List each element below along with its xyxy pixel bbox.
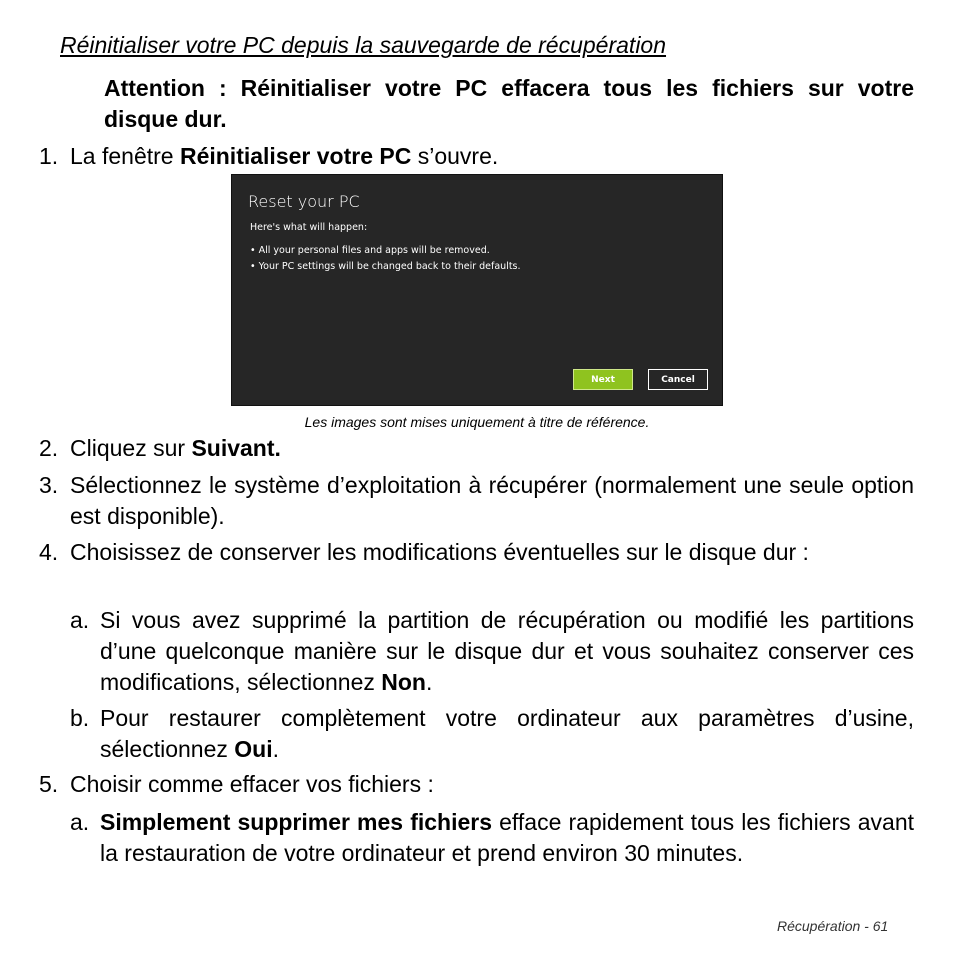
reset-bullet: • Your PC settings will be changed back to their defaults. [250, 261, 521, 272]
step-number: 3. [39, 472, 59, 498]
step-1-text [70, 141, 914, 172]
step-5a-text [100, 807, 914, 869]
step-text: Pour restaurer complètement votre ordinateur aux paramètres d’usine, sélectionnez [100, 705, 914, 762]
step-text: efface rapidement tous les fichiers avant la restauration de votre ordinateur et prend environ 30 minutes. [100, 809, 915, 866]
next-button[interactable]: Next [573, 369, 633, 390]
step-4-text: Choisissez de conserver les modifications éventuelles sur le disque dur : [70, 539, 809, 565]
substep-letter: a. [70, 809, 90, 835]
step-number: 1. [39, 143, 59, 169]
step-4b-text [100, 703, 914, 765]
step-number: 2. [39, 435, 59, 461]
cancel-button[interactable]: Cancel [648, 369, 708, 390]
reset-pc-screenshot [231, 174, 723, 406]
reset-bullet: • All your personal files and apps will be removed. [250, 245, 490, 256]
window-name: Réinitialiser votre PC [179, 143, 412, 169]
section-heading: Réinitialiser votre PC depuis la sauvegarde de récupération [60, 32, 667, 58]
option-name: Simplement supprimer mes fichiers [100, 809, 493, 835]
substep-letter: b. [70, 705, 90, 731]
page-footer: Récupération - 61 [777, 918, 889, 934]
step-text: La fenêtre [70, 143, 180, 169]
substep-letter: a. [70, 607, 90, 633]
step-text: . [425, 669, 433, 695]
step-2-text [70, 433, 914, 464]
option-non: Non [381, 669, 426, 695]
step-bold: Suivant. [191, 435, 281, 461]
reset-title: Reset your PC [248, 192, 360, 211]
reset-intro: Here's what will happen: [250, 222, 368, 233]
step-text: Si vous avez supprimé la partition de récupération ou modifié les partitions d’une quelconque manière sur le disque dur et vous souhaitez conserver ces modifications, sélectionnez [100, 607, 914, 695]
step-text: . [272, 736, 279, 762]
step-4a-text [100, 605, 914, 698]
step-text: s’ouvre. [411, 143, 499, 169]
warning-note: Attention : Réinitialiser votre PC effacera tous les fichiers sur votre disque dur. [104, 75, 914, 132]
step-text: Cliquez sur [70, 435, 192, 461]
step-number: 5. [39, 771, 59, 797]
option-oui: Oui [234, 736, 273, 762]
step-number: 4. [39, 539, 59, 565]
image-caption: Les images sont mises uniquement à titre de référence. [304, 414, 650, 430]
step-3-text: Sélectionnez le système d’exploitation à récupérer (normalement une seule option est disponible). [70, 472, 914, 529]
step-5-text: Choisir comme effacer vos fichiers : [70, 771, 434, 797]
